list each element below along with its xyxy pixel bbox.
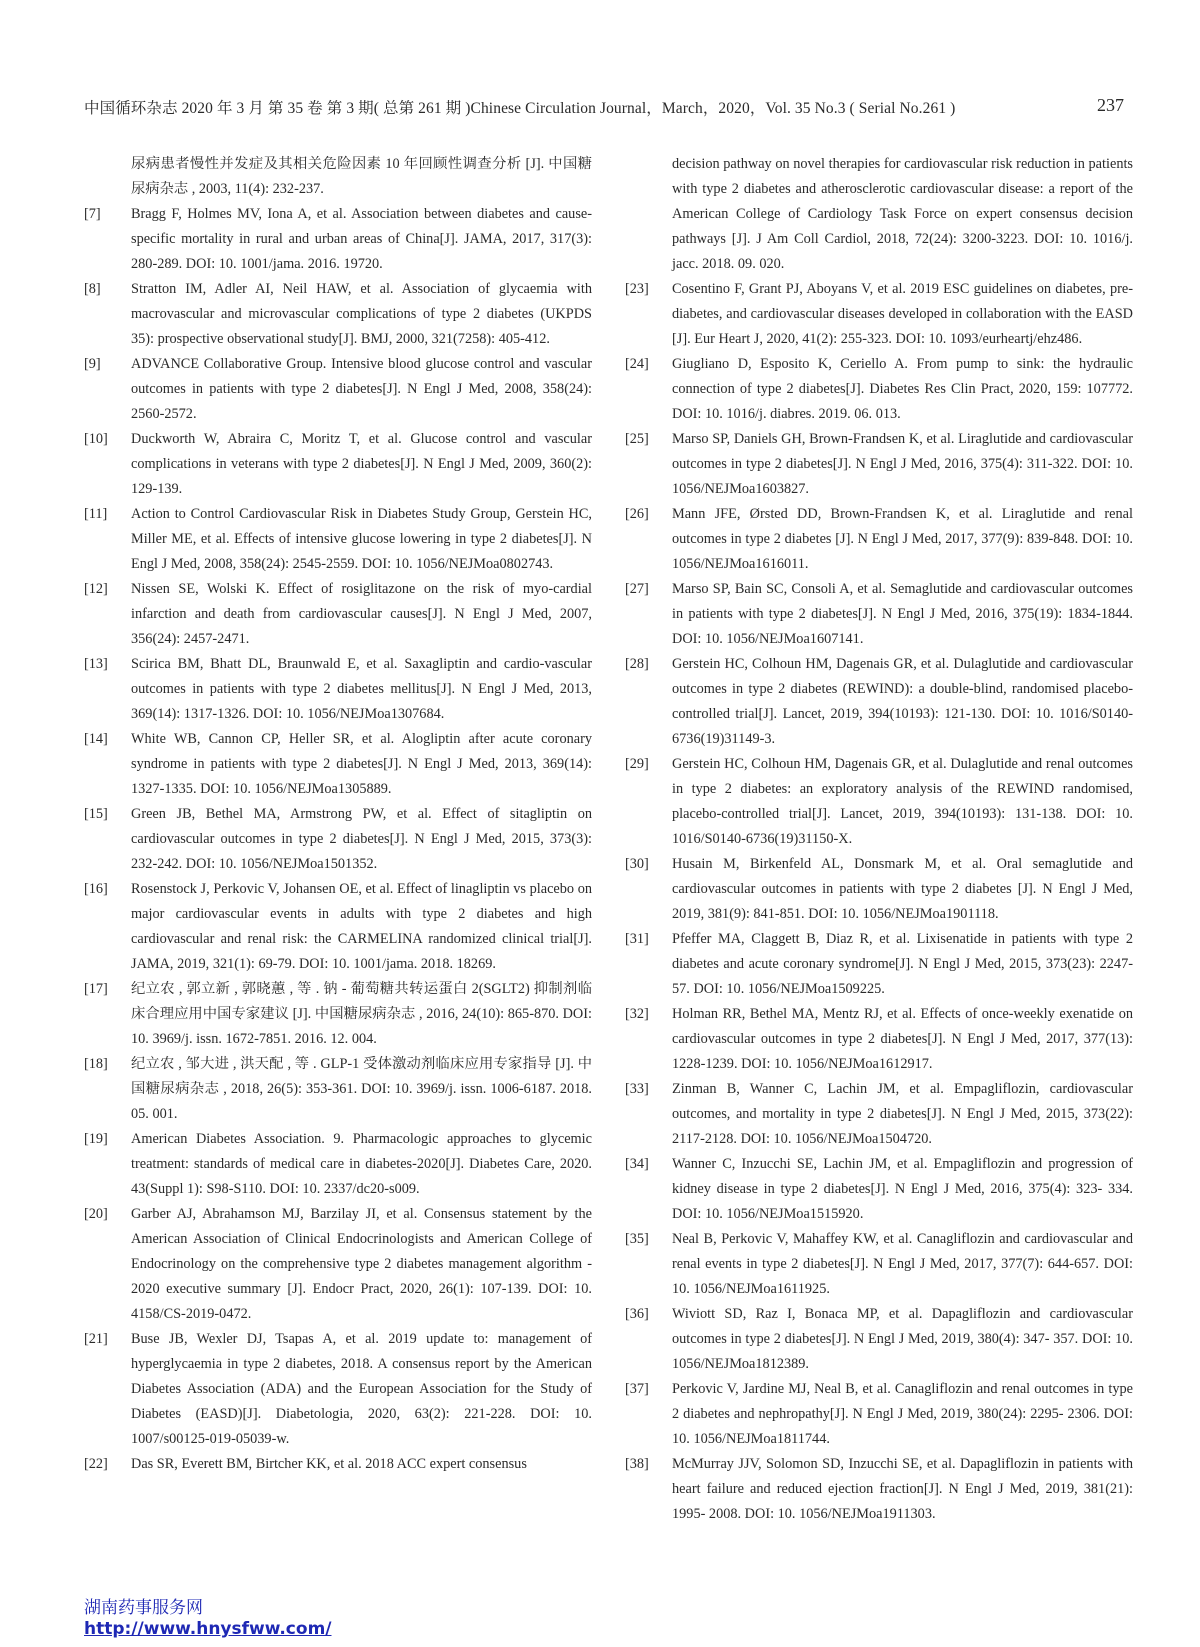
reference-number: [28] <box>625 656 649 672</box>
reference-number: [21] <box>84 1331 108 1347</box>
reference-item <box>625 1152 1133 1227</box>
reference-text: Marso SP, Bain SC, Consoli A, et al. Semaglutide and cardiovascular outcomes in patients with type 2 diabetes[J]. N Engl J Med, 2016, 375(19): 1834-1844. DOI: 10. 1056/NEJMoa1607141. <box>672 581 1133 647</box>
reference-number: [14] <box>84 731 108 747</box>
reference-continuation <box>84 152 592 202</box>
running-header: 中国循环杂志 2020 年 3 月 第 35 卷 第 3 期( 总第 261 期 )Chinese Circulation Journal，March，2020，Vol. 35 No.3 ( Serial No.261 ) <box>84 100 956 117</box>
reference-number: [27] <box>625 581 649 597</box>
reference-number: [32] <box>625 1006 649 1022</box>
reference-item <box>625 277 1133 352</box>
reference-text: American Diabetes Association. 9. Pharmacologic approaches to glycemic treatment: standards of medical care in diabetes-2020[J]. Diabetes Care, 2020. 43(Suppl 1): S98-S110. DOI: 10. 2337/dc20-s009. <box>131 1131 592 1197</box>
reference-text: 尿病患者慢性并发症及其相关危险因素 10 年回顾性调查分析 [J]. 中国糖尿病杂志 , 2003, 11(4): 232-237. <box>131 156 592 197</box>
reference-text: Das SR, Everett BM, Birtcher KK, et al. 2018 ACC expert consensus <box>131 1456 527 1472</box>
reference-item <box>84 1327 592 1452</box>
reference-text: Scirica BM, Bhatt DL, Braunwald E, et al. Saxagliptin and cardio-vascular outcomes in patients with type 2 diabetes mellitus[J]. N Engl J Med, 2013, 369(14): 1317-1326. DOI: 10. 1056/NEJMoa1307684. <box>131 656 592 722</box>
reference-number: [24] <box>625 356 649 372</box>
reference-text: Giugliano D, Esposito K, Ceriello A. From pump to sink: the hydraulic connection of type 2 diabetes[J]. Diabetes Res Clin Pract, 2020, 159: 107772. DOI: 10. 1016/j. diabres. 2019. 06. 013. <box>672 356 1133 422</box>
reference-item <box>84 727 592 802</box>
reference-text: Mann JFE, Ørsted DD, Brown-Frandsen K, et al. Liraglutide and renal outcomes in type 2 diabetes [J]. N Engl J Med, 2017, 377(9): 839-848. DOI: 10. 1056/NEJMoa1616011. <box>672 506 1133 572</box>
reference-number: [11] <box>84 506 108 522</box>
reference-item <box>84 1052 592 1127</box>
reference-number: [16] <box>84 881 108 897</box>
reference-item <box>625 577 1133 652</box>
reference-number: [38] <box>625 1456 649 1472</box>
reference-text: decision pathway on novel therapies for cardiovascular risk reduction in patients with type 2 diabetes and atherosclerotic cardiovascular disease: a report of the American College of Cardiology Task Force on expert consensus decision pathways [J]. J Am Coll Cardiol, 2018, 72(24): 3200-3223. DOI: 10. 1016/j. jacc. 2018. 09. 020. <box>672 156 1133 272</box>
reference-number: [25] <box>625 431 649 447</box>
footer-site-name: 湖南药事服务网 <box>84 1598 203 1618</box>
reference-text: McMurray JJV, Solomon SD, Inzucchi SE, et al. Dapagliflozin in patients with heart failure and reduced ejection fraction[J]. N Engl J Med, 2019, 381(21): 1995- 2008. DOI: 10. 1056/NEJMoa1911303. <box>672 1456 1133 1522</box>
reference-item <box>625 1227 1133 1302</box>
reference-item <box>625 427 1133 502</box>
reference-text: Husain M, Birkenfeld AL, Donsmark M, et al. Oral semaglutide and cardiovascular outcomes in patients with type 2 diabetes [J]. N Engl J Med, 2019, 381(9): 841-851. DOI: 10. 1056/NEJMoa1901118. <box>672 856 1133 922</box>
reference-item <box>84 502 592 577</box>
reference-continuation <box>625 152 1133 277</box>
reference-text: Action to Control Cardiovascular Risk in Diabetes Study Group, Gerstein HC, Miller ME, et al. Effects of intensive glucose lowering in type 2 diabetes[J]. N Engl J Med, 2008, 358(24): 2545-2559. DOI: 10. 1056/NEJMoa0802743. <box>131 506 592 572</box>
reference-number: [35] <box>625 1231 649 1247</box>
reference-text: Garber AJ, Abrahamson MJ, Barzilay JI, et al. Consensus statement by the American Association of Clinical Endocrinologists and American College of Endocrinology on the comprehensive type 2 diabetes management algorithm - 2020 executive summary [J]. Endocr Pract, 2020, 26(1): 107-139. DOI: 10. 4158/CS-2019-0472. <box>131 1206 592 1322</box>
reference-number: [8] <box>84 281 101 297</box>
reference-number: [15] <box>84 806 108 822</box>
reference-item <box>625 1002 1133 1077</box>
reference-number: [26] <box>625 506 649 522</box>
reference-number: [33] <box>625 1081 649 1097</box>
reference-item <box>84 802 592 877</box>
page-number: 237 <box>1097 95 1124 115</box>
reference-number: [34] <box>625 1156 649 1172</box>
reference-number: [13] <box>84 656 108 672</box>
reference-text: 纪立农 , 邹大进 , 洪天配 , 等 . GLP-1 受体激动剂临床应用专家指导 [J]. 中国糖尿病杂志 , 2018, 26(5): 353-361. DOI: 10. 3969/j. issn. 1006-6187. 2018. 05. 001. <box>131 1056 592 1122</box>
reference-text: Neal B, Perkovic V, Mahaffey KW, et al. Canagliflozin and cardiovascular and renal events in type 2 diabetes[J]. N Engl J Med, 2017, 377(7): 644-657. DOI: 10. 1056/NEJMoa1611925. <box>672 1231 1133 1297</box>
reference-number: [22] <box>84 1456 108 1472</box>
reference-item <box>625 1452 1133 1527</box>
reference-number: [7] <box>84 206 101 222</box>
reference-number: [30] <box>625 856 649 872</box>
reference-text: Pfeffer MA, Claggett B, Diaz R, et al. Lixisenatide in patients with type 2 diabetes and acute coronary syndrome[J]. N Engl J Med, 2015, 373(23): 2247-57. DOI: 10. 1056/NEJMoa1509225. <box>672 931 1133 997</box>
reference-item <box>84 1452 592 1477</box>
reference-text: Marso SP, Daniels GH, Brown-Frandsen K, et al. Liraglutide and cardiovascular outcomes in type 2 diabetes[J]. N Engl J Med, 2016, 375(4): 311-322. DOI: 10. 1056/NEJMoa1603827. <box>672 431 1133 497</box>
reference-text: Nissen SE, Wolski K. Effect of rosiglitazone on the risk of myo-cardial infarction and death from cardiovascular causes[J]. N Engl J Med, 2007, 356(24): 2457-2471. <box>131 581 592 647</box>
reference-item <box>84 427 592 502</box>
reference-item <box>625 852 1133 927</box>
reference-item <box>625 502 1133 577</box>
reference-number: [36] <box>625 1306 649 1322</box>
reference-text: Wanner C, Inzucchi SE, Lachin JM, et al. Empagliflozin and progression of kidney disease in type 2 diabetes[J]. N Engl J Med, 2016, 375(4): 323- 334. DOI: 10. 1056/NEJMoa1515920. <box>672 1156 1133 1222</box>
reference-item <box>625 752 1133 852</box>
reference-item <box>625 352 1133 427</box>
reference-item <box>625 1377 1133 1452</box>
reference-text: Rosenstock J, Perkovic V, Johansen OE, et al. Effect of linagliptin vs placebo on major cardiovascular events in adults with type 2 diabetes and high cardiovascular and renal risk: the CARMELINA randomized clinical trial[J]. JAMA, 2019, 321(1): 69-79. DOI: 10. 1001/jama. 2018. 18269. <box>131 881 592 972</box>
reference-text: ADVANCE Collaborative Group. Intensive blood glucose control and vascular outcomes in patients with type 2 diabetes[J]. N Engl J Med, 2008, 358(24): 2560-2572. <box>131 356 592 422</box>
references-right-column <box>625 152 1133 1527</box>
reference-number: [10] <box>84 431 108 447</box>
reference-text: Green JB, Bethel MA, Armstrong PW, et al. Effect of sitagliptin on cardiovascular outcomes in type 2 diabetes[J]. N Engl J Med, 2015, 373(3): 232-242. DOI: 10. 1056/NEJMoa1501352. <box>131 806 592 872</box>
reference-text: Gerstein HC, Colhoun HM, Dagenais GR, et al. Dulaglutide and renal outcomes in type 2 diabetes: an exploratory analysis of the REWIND randomised, placebo-controlled trial[J]. Lancet, 2019, 394(10193): 131-138. DOI: 10. 1016/S0140-6736(19)31150-X. <box>672 756 1133 847</box>
reference-number: [31] <box>625 931 649 947</box>
reference-number: [37] <box>625 1381 649 1397</box>
reference-text: Cosentino F, Grant PJ, Aboyans V, et al. 2019 ESC guidelines on diabetes, pre-diabetes, and cardiovascular diseases developed in collaboration with the EASD [J]. Eur Heart J, 2020, 41(2): 255-323. DOI: 10. 1093/eurheartj/ehz486. <box>672 281 1133 347</box>
reference-item <box>84 277 592 352</box>
reference-item <box>625 652 1133 752</box>
reference-item <box>84 577 592 652</box>
reference-item <box>84 352 592 427</box>
reference-item <box>84 652 592 727</box>
reference-text: Zinman B, Wanner C, Lachin JM, et al. Empagliflozin, cardiovascular outcomes, and mortality in type 2 diabetes[J]. N Engl J Med, 2015, 373(22): 2117-2128. DOI: 10. 1056/NEJMoa1504720. <box>672 1081 1133 1147</box>
reference-item <box>84 1202 592 1327</box>
reference-number: [29] <box>625 756 649 772</box>
footer-url-link[interactable]: http://www.hnysfww.com/ <box>84 1619 332 1639</box>
reference-text: Gerstein HC, Colhoun HM, Dagenais GR, et al. Dulaglutide and cardiovascular outcomes in type 2 diabetes (REWIND): a double-blind, randomised placebo-controlled trial[J]. Lancet, 2019, 394(10193): 121-130. DOI: 10. 1016/S0140-6736(19)31149-3. <box>672 656 1133 747</box>
reference-text: Buse JB, Wexler DJ, Tsapas A, et al. 2019 update to: management of hyperglycaemia in type 2 diabetes, 2018. A consensus report by the American Diabetes Association (ADA) and the European Association for the Study of Diabetes (EASD)[J]. Diabetologia, 2020, 63(2): 221-228. DOI: 10. 1007/s00125-019-05039-w. <box>131 1331 592 1447</box>
reference-item <box>84 877 592 977</box>
reference-number: [18] <box>84 1056 108 1072</box>
reference-number: [20] <box>84 1206 108 1222</box>
reference-item <box>84 202 592 277</box>
reference-text: Holman RR, Bethel MA, Mentz RJ, et al. Effects of once-weekly exenatide on cardiovascular outcomes in type 2 diabetes[J]. N Engl J Med, 2017, 377(13): 1228-1239. DOI: 10. 1056/NEJMoa1612917. <box>672 1006 1133 1072</box>
reference-text: White WB, Cannon CP, Heller SR, et al. Alogliptin after acute coronary syndrome in patients with type 2 diabetes[J]. N Engl J Med, 2013, 369(14): 1327-1335. DOI: 10. 1056/NEJMoa1305889. <box>131 731 592 797</box>
reference-number: [23] <box>625 281 649 297</box>
reference-text: Duckworth W, Abraira C, Moritz T, et al. Glucose control and vascular complications in veterans with type 2 diabetes[J]. N Engl J Med, 2009, 360(2): 129-139. <box>131 431 592 497</box>
reference-text: Wiviott SD, Raz I, Bonaca MP, et al. Dapagliflozin and cardiovascular outcomes in type 2 diabetes[J]. N Engl J Med, 2019, 380(4): 347- 357. DOI: 10. 1056/NEJMoa1812389. <box>672 1306 1133 1372</box>
reference-text: Stratton IM, Adler AI, Neil HAW, et al. Association of glycaemia with macrovascular and microvascular complications of type 2 diabetes (UKPDS 35): prospective observational study[J]. BMJ, 2000, 321(7258): 405-412. <box>131 281 592 347</box>
reference-item <box>625 1077 1133 1152</box>
reference-item <box>84 1127 592 1202</box>
footer-watermark <box>84 1598 332 1640</box>
references-left-column <box>84 152 592 1477</box>
reference-text: 纪立农 , 郭立新 , 郭晓蕙 , 等 . 钠 - 葡萄糖共转运蛋白 2(SGLT2) 抑制剂临床合理应用中国专家建议 [J]. 中国糖尿病杂志 , 2016, 24(10): 865-870. DOI: 10. 3969/j. issn. 1672-7851. 2016. 12. 004. <box>131 981 592 1047</box>
reference-number: [9] <box>84 356 101 372</box>
reference-item <box>84 977 592 1052</box>
reference-number: [12] <box>84 581 108 597</box>
reference-number: [17] <box>84 981 108 997</box>
reference-number: [19] <box>84 1131 108 1147</box>
reference-text: Perkovic V, Jardine MJ, Neal B, et al. Canagliflozin and renal outcomes in type 2 diabetes and nephropathy[J]. N Engl J Med, 2019, 380(24): 2295- 2306. DOI: 10. 1056/NEJMoa1811744. <box>672 1381 1133 1447</box>
reference-item <box>625 1302 1133 1377</box>
reference-item <box>625 927 1133 1002</box>
reference-text: Bragg F, Holmes MV, Iona A, et al. Association between diabetes and cause-specific mortality in rural and urban areas of China[J]. JAMA, 2017, 317(3): 280-289. DOI: 10. 1001/jama. 2016. 19720. <box>131 206 592 272</box>
